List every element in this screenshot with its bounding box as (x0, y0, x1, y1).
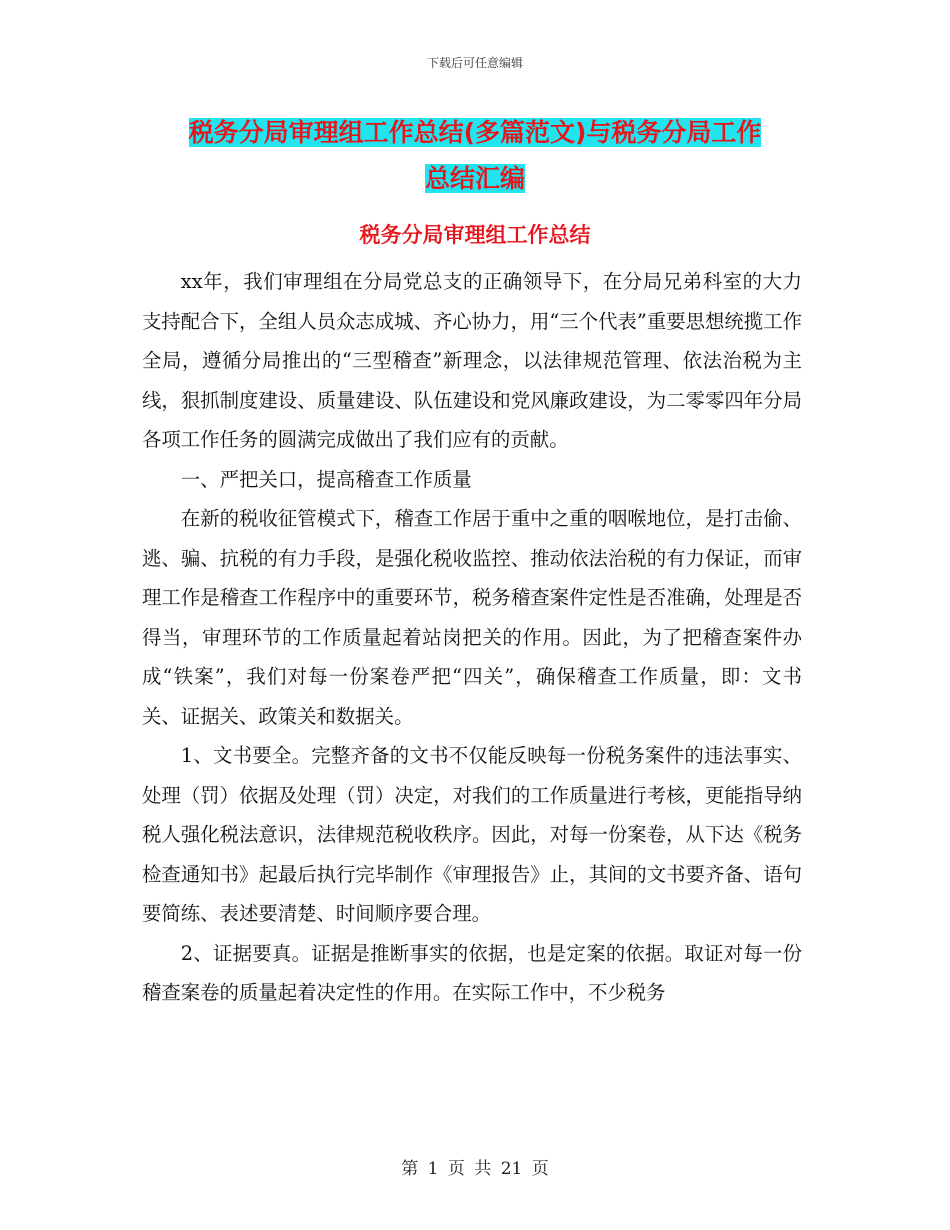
document-title-line1: 税务分局审理组工作总结(多篇范文)与税务分局工作 (188, 118, 762, 147)
document-title-line2: 总结汇编 (424, 164, 525, 193)
paragraph-intro: xx年，我们审理组在分局党总支的正确领导下，在分局兄弟科室的大力支持配合下，全组人员众志成城、齐心协力，用“三个代表”重要思想统揽工作全局，遵循分局推出的“三型稽查”新理念，以法律规范管理、依法治税为主线，狠抓制度建设、质量建设、队伍建设和党风廉政建设，为二零零四年分局各项工作任务的圆满完成做出了我们应有的贡献。 (142, 270, 802, 451)
section-title: 税务分局审理组工作总结 (359, 223, 591, 247)
document-title (140, 110, 810, 202)
paragraph-documents: 1、文书要全。完整齐备的文书不仅能反映每一份税务案件的违法事实、处理（罚）依据及处理（罚）决定，对我们的工作质量进行考核，更能指导纳税人强化税法意识，法律规范税收秩序。因此，对每一份案卷，从下达《税务检查通知书》起最后执行完毕制作《审理报告》止，其间的文书要齐备、语句要简练、表述要清楚、时间顺序要合理。 (142, 744, 802, 925)
paragraph-heading-one: 一、严把关口，提高稽查工作质量 (180, 467, 472, 491)
paragraph-evidence: 2、证据要真。证据是推断事实的依据，也是定案的依据。取证对每一份稽查案卷的质量起着决定性的作用。在实际工作中，不少税务 (142, 941, 802, 1004)
document-body (142, 262, 802, 1013)
page-footer: 第 1 页 共 21 页 (401, 1159, 549, 1179)
paragraph-review-role: 在新的税收征管模式下，稽查工作居于重中之重的咽喉地位，是打击偷、逃、骗、抗税的有力手段，是强化税收监控、推动依法治税的有力保证，而审理工作是稽查工作程序中的重要环节，税务稽查案件定性是否准确，处理是否得当，审理环节的工作质量起着站岗把关的作用。因此，为了把稽查案件办成“铁案”，我们对每一份案卷严把“四关”，确保稽查工作质量，即：文书关、证据关、政策关和数据关。 (142, 507, 802, 728)
header-note: 下载后可任意编辑 (426, 56, 523, 70)
